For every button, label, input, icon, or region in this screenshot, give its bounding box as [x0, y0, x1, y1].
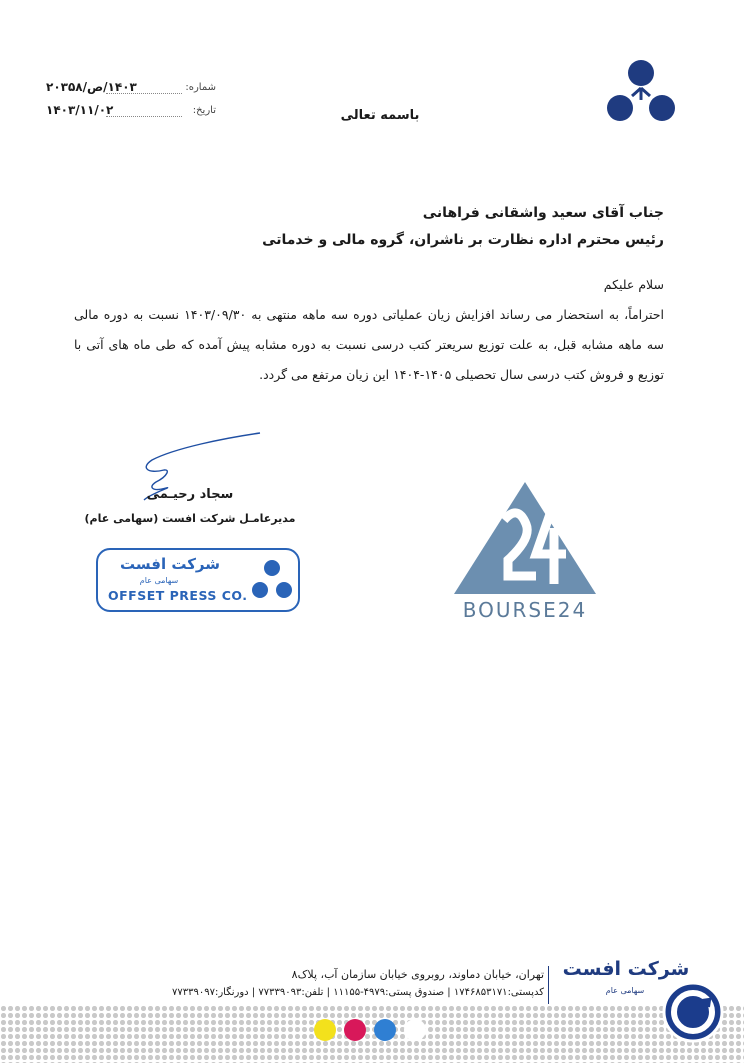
- signer-name: سجاد رحیـمی: [146, 487, 234, 502]
- company-logo-icon: [604, 58, 678, 126]
- footer-divider: [548, 966, 549, 1004]
- color-dot-yellow: [314, 1019, 336, 1041]
- watermark-logo-icon: [452, 480, 598, 596]
- letter-number-value: ۱۴۰۳/ص/۲۰۳۵۸: [46, 80, 137, 94]
- color-dot-white: [404, 1019, 426, 1041]
- stamp-company-fa: شرکت افست: [119, 555, 220, 573]
- letter-number-label: شماره:: [185, 82, 216, 93]
- letter-body: احتراماً، به استحضار می رساند افزایش زیان عملیاتی دوره سه ماهه منتهی به ۱۴۰۳/۰۹/۳۰ نسبت به دوره مالی سه ماهه مشابه قبل، به علت توزیع سریعتر کتب درسی نسبت به دوره مشابه پیش آمده که طی ماه های آتی با توزیع و فروش کتب درسی سال تحصیلی ۱۴۰۵-۱۴۰۴ این زیان مرتفع می گردد.: [74, 307, 664, 382]
- watermark-text: BOURSE24: [462, 598, 588, 622]
- color-dot-cyan: [374, 1019, 396, 1041]
- letter-date-label: تاریخ:: [192, 105, 216, 116]
- stamp-logo-icon: [250, 558, 294, 602]
- corner-badge-icon: [662, 981, 724, 1043]
- footer-brand-sub: سهامی عام: [605, 986, 645, 995]
- letter-number-row: [46, 80, 216, 100]
- recipient-block: [164, 200, 664, 254]
- footer-contacts: کدپستی:۱۷۴۶۸۵۳۱۷۱ | صندوق پستی:۴۹۷۹-۱۱۱۵۵ | تلفن:۷۷۳۳۹۰۹۳ | دورنگار:۷۷۳۳۹۰۹۷: [172, 987, 544, 998]
- footer-brand: شرکت افست: [562, 958, 690, 980]
- company-stamp: [96, 548, 300, 612]
- letter-date-row: [46, 103, 216, 123]
- footer-address: تهران، خیابان دماوند، روبروی خیابان سازمان آب، پلاک۸: [291, 968, 544, 981]
- greeting: سلام علیکم: [603, 277, 664, 292]
- recipient-name: جناب آقای سعید واشقانی فراهانی: [422, 205, 664, 221]
- recipient-position: رئیس محترم اداره نظارت بر ناشران، گروه مالی و خدماتی: [262, 232, 664, 248]
- stamp-company-en: OFFSET PRESS CO.: [108, 588, 248, 603]
- footer-dot-pattern: [0, 1005, 744, 1063]
- signer-title: مدیرعامـل شرکت افست (سهامی عام): [84, 512, 296, 525]
- letter-date-value: ۱۴۰۳/۱۱/۰۲: [46, 103, 114, 117]
- color-dot-magenta: [344, 1019, 366, 1041]
- stamp-company-sub: سهامی عام: [139, 576, 179, 585]
- basmala-heading: باسمه تعالی: [340, 108, 420, 123]
